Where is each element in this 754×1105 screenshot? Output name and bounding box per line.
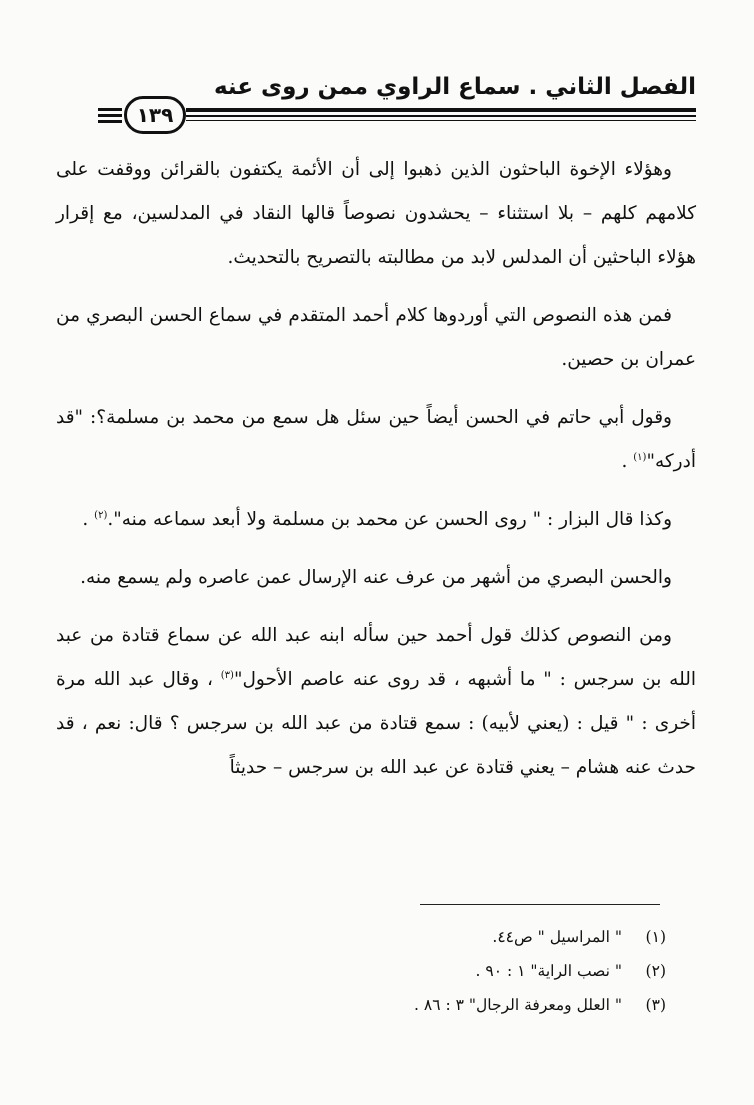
footnote-number: (١)	[645, 928, 666, 946]
paragraph: وهؤلاء الإخوة الباحثون الذين ذهبوا إلى أن الأئمة يكتفون بالقرائن ووقفت على كلامهم كلهم – بلا استثناء – يحشدون نصوصاً قالها النقاد في المدلسين، مع إقرار هؤلاء الباحثين أن المدلس لابد من مطالبته بالتصريح بالتحديث.	[56, 159, 696, 268]
footnote-number: (٢)	[645, 962, 666, 980]
paragraph: فمن هذه النصوص التي أوردوها كلام أحمد المتقدم في سماع الحسن البصري من عمران بن حصين.	[56, 305, 696, 370]
paragraph: وقول أبي حاتم في الحسن أيضاً حين سئل هل سمع من محمد بن مسلمة؟: "قد أدركه"$^{(١)}$ .	[56, 407, 696, 472]
footnote-separator	[420, 904, 660, 905]
footnotes	[414, 920, 666, 1022]
body-text	[56, 148, 696, 794]
footnote-reference: (١)	[633, 451, 647, 463]
page-number-ornament	[98, 96, 190, 138]
footnote-number: (٣)	[645, 996, 666, 1014]
running-header-title: الفصل الثاني . سماع الراوي ممن روى عنه	[213, 74, 696, 100]
footnote	[414, 920, 666, 954]
footnote-reference: (٢)	[94, 509, 108, 521]
paragraph: وكذا قال البزار : " روى الحسن عن محمد بن مسلمة ولا أبعد سماعه منه".$^{(٢)}$ .	[82, 509, 672, 530]
footnote-text: " نصب الراية" ١ : ٩٠ .	[475, 962, 622, 980]
footnote-reference: (٣)	[220, 669, 234, 681]
paragraph: والحسن البصري من أشهر من عرف عنه الإرسال عمن عاصره ولم يسمع منه.	[80, 567, 672, 588]
header-rule	[186, 106, 696, 126]
footnote-text: " المراسيل " ص٤٤.	[492, 928, 622, 946]
page-number: ١٣٩	[124, 96, 186, 134]
footnote	[414, 954, 666, 988]
paragraph: ومن النصوص كذلك قول أحمد حين سأله ابنه عبد الله عن سماع قتادة من عبد الله بن سرجس : " ما أشبهه ، قد روى عنه عاصم الأحول"$^{(٣)}$ ، وقال عبد الله مرة أخرى : " قيل : (يعني لأبيه) : سمع قتادة من عبد الله بن سرجس ؟ قال: نعم ، قد حدث عنه هشام – يعني قتادة عن عبد الله بن سرجس – حديثاً	[56, 625, 696, 778]
footnote	[414, 988, 666, 1022]
footnote-text: " العلل ومعرفة الرجال" ٣ : ٨٦ .	[414, 996, 622, 1014]
